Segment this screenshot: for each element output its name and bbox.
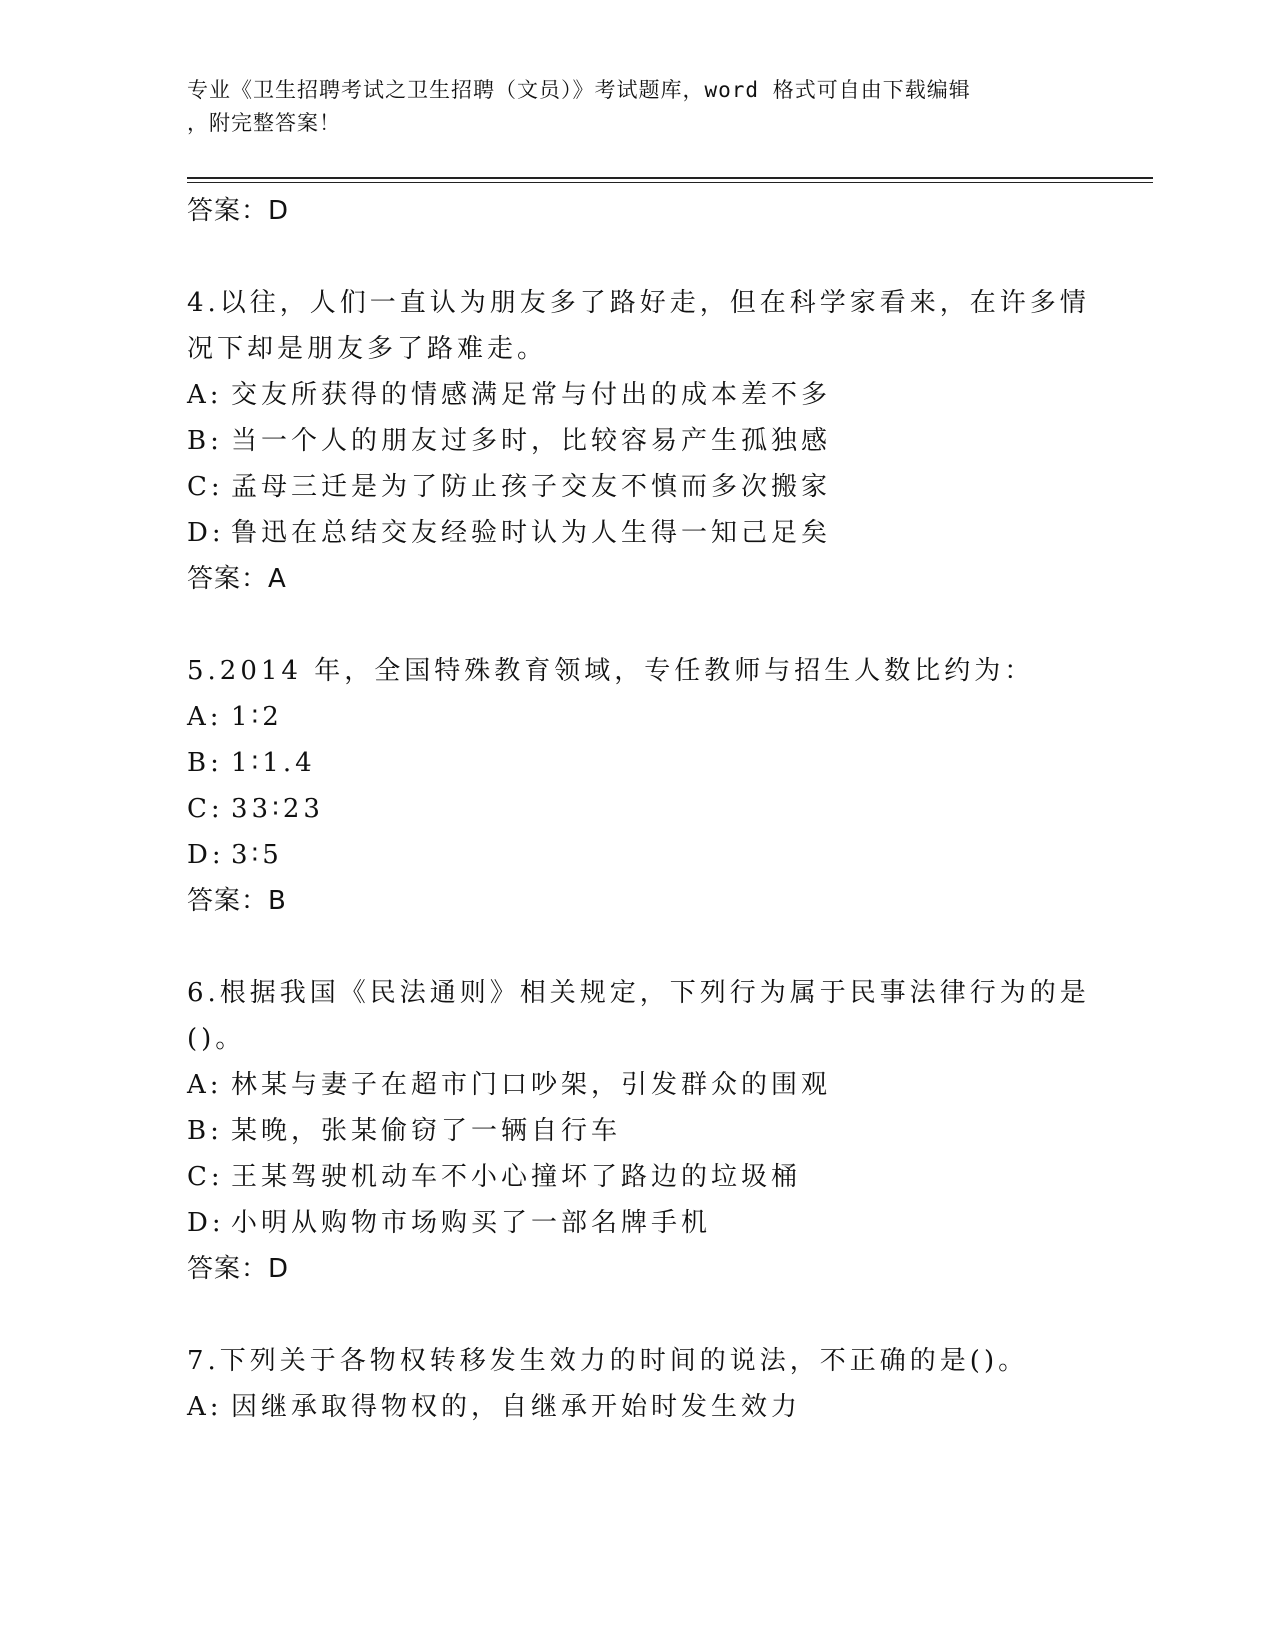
question-stem [187, 648, 1107, 694]
option-b [187, 418, 1107, 464]
option-key: B: [187, 426, 223, 456]
question-stem [187, 280, 1107, 372]
option-text: 因继承取得物权的，自继承开始时发生效力 [231, 1392, 802, 1422]
option-b [187, 740, 1107, 786]
option-text: 王某驾驶机动车不小心撞坏了路边的垃圾桶 [231, 1162, 802, 1192]
option-text: 鲁迅在总结交友经验时认为人生得一知己足矣 [231, 518, 832, 548]
question-stem-line: 5.2014 年，全国特殊教育领域，专任教师与招生人数比约为： [187, 656, 1035, 686]
option-key: C: [187, 1162, 224, 1192]
option-key: D: [187, 840, 225, 870]
option-key: B: [187, 748, 223, 778]
question-list [187, 188, 1107, 1430]
option-text: 3∶5 [231, 840, 283, 870]
option-a [187, 694, 1107, 740]
header-line-2: ，附完整答案！ [187, 111, 341, 135]
option-key: A: [187, 1392, 223, 1422]
option-text: 1∶2 [231, 702, 283, 732]
option-text: 林某与妻子在超市门口吵架，引发群众的围观 [231, 1070, 832, 1100]
question-6 [187, 970, 1107, 1292]
previous-answer: 答案：D [187, 196, 290, 226]
question-stem [187, 1338, 1107, 1384]
header-line-1: 专业《卫生招聘考试之卫生招聘（文员）》考试题库，word 格式可自由下载编辑 [187, 78, 971, 102]
answer-label: 答案：D [187, 1254, 290, 1284]
option-c [187, 464, 1107, 510]
option-c [187, 1154, 1107, 1200]
option-key: A: [187, 702, 223, 732]
option-key: C: [187, 472, 224, 502]
option-d [187, 510, 1107, 556]
question-stem-line: 7.下列关于各物权转移发生效力的时间的说法，不正确的是()。 [187, 1346, 1029, 1376]
question-5 [187, 648, 1107, 924]
option-text: 33∶23 [231, 794, 324, 824]
option-c [187, 786, 1107, 832]
option-d [187, 1200, 1107, 1246]
option-a [187, 1384, 1107, 1430]
header-divider-thin [187, 182, 1153, 183]
question-stem [187, 970, 1107, 1062]
option-b [187, 1108, 1107, 1154]
question-stem-line: 6.根据我国《民法通则》相关规定，下列行为属于民事法律行为的是 [187, 978, 1090, 1008]
option-key: A: [187, 1070, 223, 1100]
option-key: A: [187, 380, 223, 410]
option-key: B: [187, 1116, 223, 1146]
option-a [187, 1062, 1107, 1108]
question-4 [187, 280, 1107, 602]
option-text: 1∶1.4 [231, 748, 316, 778]
question-stem-line: 4.以往，人们一直认为朋友多了路好走，但在科学家看来，在许多情 [187, 288, 1090, 318]
option-text: 交友所获得的情感满足常与付出的成本差不多 [231, 380, 832, 410]
option-text: 孟母三迁是为了防止孩子交友不慎而多次搬家 [231, 472, 832, 502]
option-text: 小明从购物市场购买了一部名牌手机 [231, 1208, 712, 1238]
option-key: C: [187, 794, 224, 824]
option-text: 某晚，张某偷窃了一辆自行车 [231, 1116, 622, 1146]
option-a [187, 372, 1107, 418]
option-key: D: [187, 1208, 225, 1238]
answer-label: 答案：A [187, 564, 287, 594]
option-key: D: [187, 518, 225, 548]
header-divider-thick [187, 177, 1153, 179]
question-7 [187, 1338, 1107, 1430]
option-d [187, 832, 1107, 878]
question-stem-line: 况下却是朋友多了路难走。 [187, 334, 548, 364]
question-stem-line: ()。 [187, 1024, 246, 1054]
option-text: 当一个人的朋友过多时，比较容易产生孤独感 [231, 426, 832, 456]
answer-label: 答案：B [187, 886, 287, 916]
page-header [187, 74, 1067, 140]
